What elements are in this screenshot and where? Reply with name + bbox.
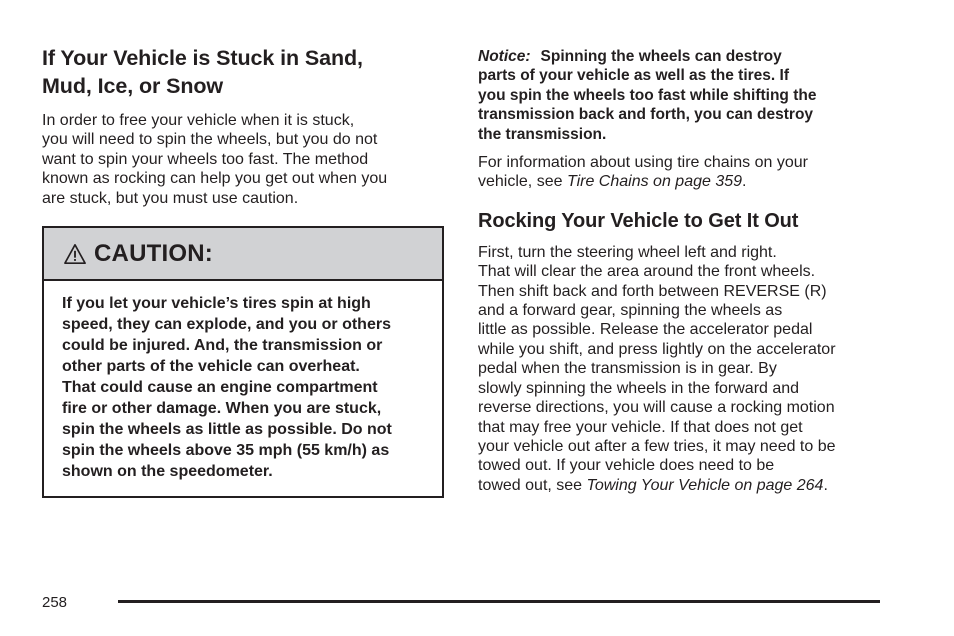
page-number: 258 [42,594,68,611]
caution-box [42,226,444,498]
rocking-paragraph: First, turn the steering wheel left and right. That will clear the area around the front wheels. Then shift back and forth between REVERSE (R) and a forward gear, spinning the wheels as little as possible. Release the accelerator pedal while you shift, and press lightly on the accelerator pedal when the transmission is in gear. By slowly spinning the wheels in the forward and reverse directions, you will cause a rocking motion that may free your vehicle. If that does not get your vehicle out after a few tries, it may need to be towed out. If your vehicle does need to be towed out, see Towing Your Vehicle on page 264. [478,243,836,494]
section-heading-stuck: If Your Vehicle is Stuck in Sand, Mud, Ice, or Snow [42,46,363,98]
caution-header [44,228,442,281]
tire-chains-link[interactable]: Tire Chains on page 359 [566,173,743,191]
warning-triangle-icon [64,243,86,265]
right-column [478,47,888,495]
stuck-paragraph: In order to free your vehicle when it is stuck, you will need to spin the wheels, but you do not want to spin your wheels too fast. The method known as rocking can help you get out when you are stuck, but you must use caution. [42,112,388,207]
section-heading-rocking: Rocking Your Vehicle to Get It Out [478,209,799,232]
footer-rule [118,600,880,603]
towing-link[interactable]: Towing Your Vehicle on page 264 [586,476,824,494]
left-column [42,44,444,208]
notice-label: Notice: [478,48,531,65]
tire-chains-paragraph: For information about using tire chains on your vehicle, see Tire Chains on page 359. [478,154,808,191]
caution-title: CAUTION: [94,239,213,267]
caution-text: If you let your vehicle’s tires spin at high speed, they can explode, and you or others could be injured. And, the transmission or other parts of the vehicle can overheat. That could cause an engine compartment fire or other damage. When you are stuck, spin the wheels as little as possible. Do not spin the wheels above 35 mph (55 km/h) as shown on the speedometer. [62,295,392,480]
notice-block: Notice: Spinning the wheels can destroy parts of your vehicle as well as the tires. If you spin the wheels too fast while shifting the transmission back and forth, you can destroy the transmission. [478,48,817,143]
